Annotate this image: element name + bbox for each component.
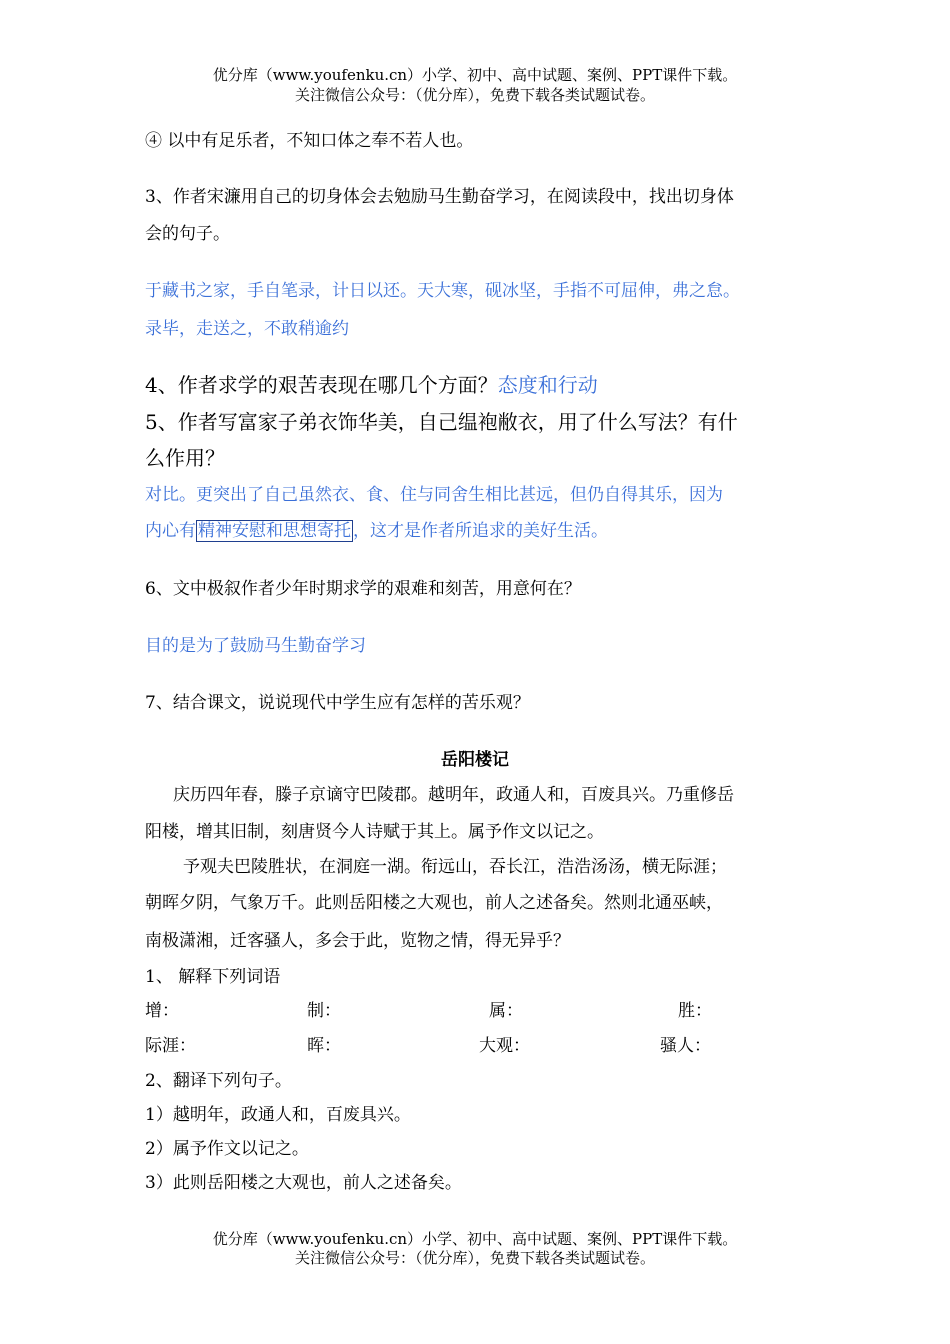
term-blank: 际涯： [145, 1036, 196, 1056]
header-line-1: 优分库（www.youfenku.cn）小学、初中、高中试题、案例、PPT课件下载。 [212, 66, 738, 84]
term-blank: 制： [307, 1001, 341, 1021]
answer-3-line-2: 录毕，走送之，不敢稍逾约 [145, 319, 349, 339]
answer-5-pre: 内心有 [145, 521, 196, 541]
question-4-text: 4、作者求学的艰苦表现在哪几个方面？ [145, 373, 498, 397]
term-blank: 骚人： [660, 1036, 711, 1056]
question-3-line-1: 3、作者宋濂用自己的切身体会去勉励马生勤奋学习，在阅读段中，找出切身体 [145, 187, 734, 207]
exercise-1-title: 1、 解释下列词语 [145, 967, 281, 987]
item-4: ④ 以中有足乐者，不知口体之奉不若人也。 [145, 131, 474, 151]
question-4 [145, 369, 598, 398]
answer-5-line-1: 对比。更突出了自己虽然衣、食、住与同舍生相比甚远，但仍自得其乐，因为 [145, 485, 723, 505]
exercise-2-title: 2、翻译下列句子。 [145, 1071, 292, 1091]
question-7: 7、结合课文，说说现代中学生应有怎样的苦乐观？ [145, 693, 530, 713]
answer-5-line-2 [145, 516, 608, 541]
answer-5-post: ，这才是作者所追求的美好生活。 [353, 521, 608, 541]
question-6: 6、文中极叙作者少年时期求学的艰难和刻苦，用意何在？ [145, 579, 581, 599]
answer-4: 态度和行动 [497, 373, 598, 397]
answer-5-boxed-phrase: 精神安慰和思想寄托 [198, 521, 351, 541]
term-blank: 大观： [479, 1036, 530, 1056]
question-5-line-1: 5、作者写富家子弟衣饰华美，自己缊袍敝衣，用了什么写法？有什 [145, 410, 738, 434]
term-blank: 晖： [307, 1036, 341, 1056]
answer-6: 目的是为了鼓励马生勤奋学习 [145, 636, 366, 656]
passage-p2-line-3: 南极潇湘，迁客骚人，多会于此，览物之情，得无异乎？ [145, 931, 570, 951]
term-blank: 属： [489, 1001, 523, 1021]
passage-p2-line-1: 予观夫巴陵胜状，在洞庭一湖。衔远山，吞长江，浩浩汤汤，横无际涯； [183, 857, 727, 877]
answer-3-line-1: 于藏书之家，手自笔录，计日以还。天大寒，砚冰坚，手指不可屈伸，弗之怠。 [145, 281, 740, 301]
footer-line-1: 优分库（www.youfenku.cn）小学、初中、高中试题、案例、PPT课件下载。 [212, 1230, 738, 1248]
term-blank: 增： [145, 1001, 179, 1021]
passage-p1-line-1: 庆历四年春，滕子京谪守巴陵郡。越明年，政通人和，百废具兴。乃重修岳 [173, 785, 734, 805]
passage-p2-line-2: 朝晖夕阴，气象万千。此则岳阳楼之大观也，前人之述备矣。然则北通巫峡， [145, 893, 723, 913]
question-3-line-2: 会的句子。 [145, 224, 230, 244]
term-blank: 胜： [678, 1001, 712, 1021]
passage-p1-line-2: 阳楼，增其旧制，刻唐贤今人诗赋于其上。属予作文以记之。 [145, 822, 604, 842]
header-line-2: 关注微信公众号：（优分库），免费下载各类试题试卷。 [294, 86, 655, 104]
sentence-1: 1）越明年，政通人和，百废具兴。 [145, 1105, 411, 1125]
sentence-2: 2）属予作文以记之。 [145, 1139, 309, 1159]
footer-line-2: 关注微信公众号：（优分库），免费下载各类试题试卷。 [294, 1249, 655, 1267]
sentence-3: 3）此则岳阳楼之大观也，前人之述备矣。 [145, 1173, 462, 1193]
passage-title: 岳阳楼记 [441, 750, 509, 770]
question-5-line-2: 么作用？ [145, 446, 225, 470]
